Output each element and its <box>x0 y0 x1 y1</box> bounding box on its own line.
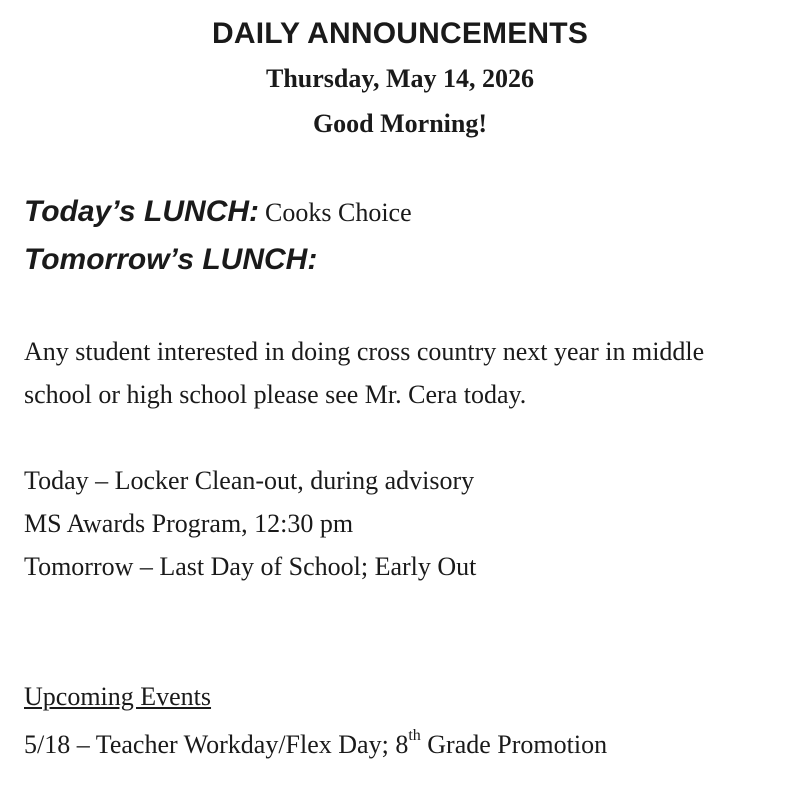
greeting: Good Morning! <box>312 109 488 138</box>
announcement-line-2: school or high school please see Mr. Cera today. <box>24 380 527 409</box>
upcoming-events-heading: Upcoming Events <box>24 682 212 711</box>
announcement-date: Thursday, May 14, 2026 <box>266 64 534 93</box>
todays-lunch-label: Today’s LUNCH: <box>24 195 260 228</box>
schedule-item: Today – Locker Clean-out, during advisory <box>24 466 475 495</box>
tomorrows-lunch-label: Tomorrow’s LUNCH: <box>24 243 318 276</box>
upcoming-event-text-end: Grade Promotion <box>420 730 608 759</box>
upcoming-event-text: 5/18 – Teacher Workday/Flex Day; 8 <box>24 730 409 759</box>
tomorrows-lunch <box>24 244 323 277</box>
upcoming-event-item <box>24 729 607 761</box>
page-title: DAILY ANNOUNCEMENTS <box>211 17 589 50</box>
schedule-item: MS Awards Program, 12:30 pm <box>24 509 354 538</box>
todays-lunch-value: Cooks Choice <box>265 198 412 227</box>
ordinal-suffix: th <box>408 727 421 745</box>
todays-lunch <box>24 196 412 229</box>
schedule-item: Tomorrow – Last Day of School; Early Out <box>24 552 477 581</box>
announcement-line-1: Any student interested in doing cross country next year in middle <box>24 337 705 366</box>
